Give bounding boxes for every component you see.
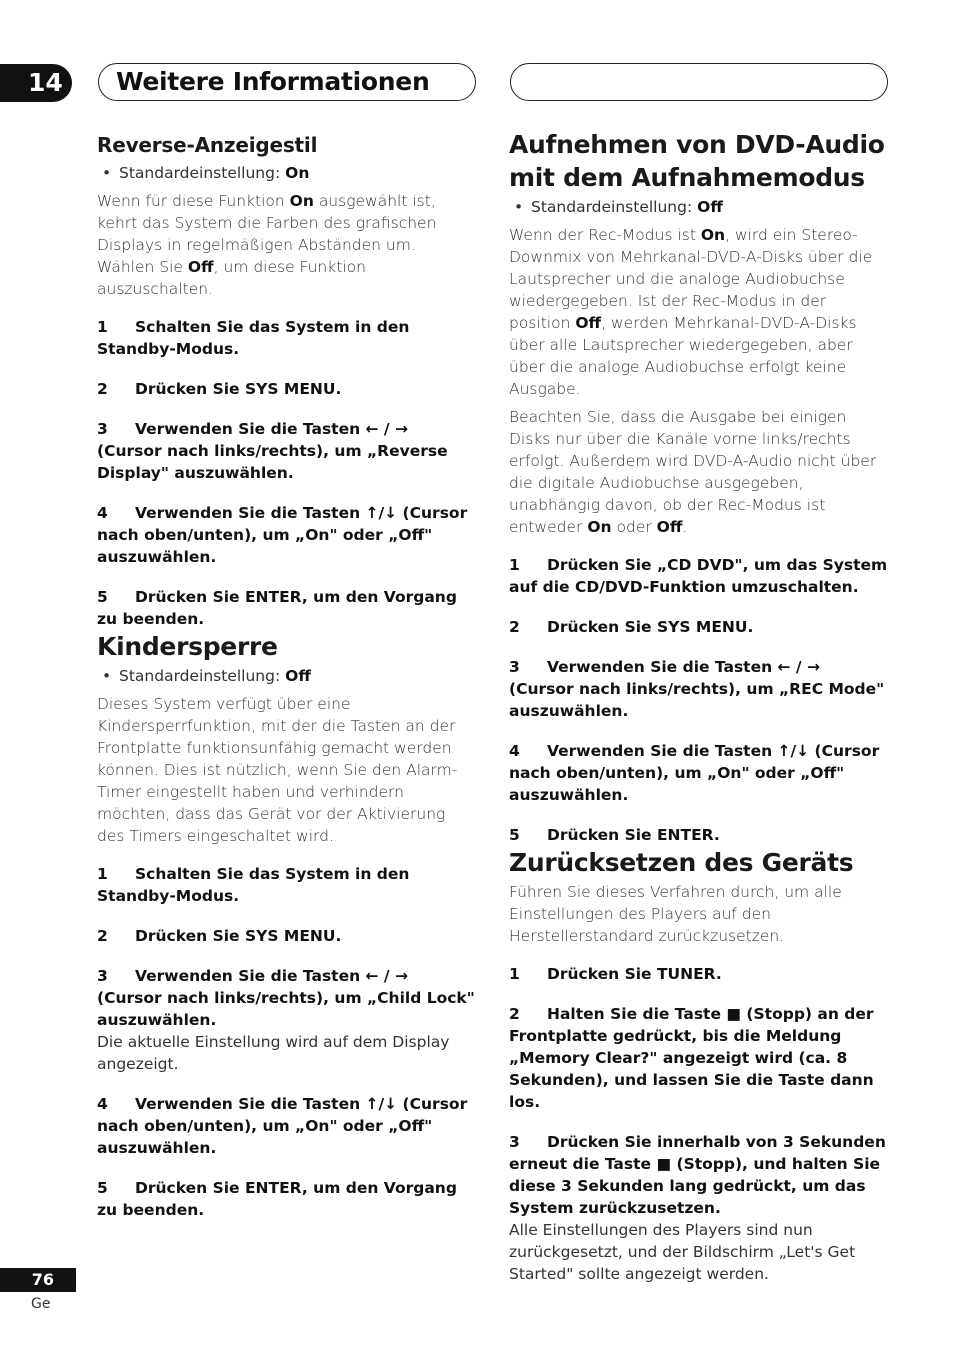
step-text: Schalten Sie das System in den Standby-Modus.	[97, 318, 410, 358]
step-number: 5	[97, 588, 108, 606]
default-value: Off	[285, 667, 311, 685]
step-number: 2	[97, 380, 108, 398]
reverse-default	[97, 162, 477, 184]
text-bold: On	[587, 518, 612, 536]
reverse-step-4	[97, 502, 477, 568]
step-number: 3	[97, 967, 108, 985]
language-code: Ge	[31, 1296, 51, 1312]
chapter-number-badge	[0, 64, 72, 102]
reverse-step-5	[97, 586, 477, 630]
header-empty-frame	[510, 63, 888, 101]
reverse-step-2	[97, 378, 477, 400]
text-run: , werden Mehrkanal-DVD-A-Disks über alle Lautsprecher wiedergegeben, aber über die analoge Audiobuchse erfolgt keine Ausgabe.	[509, 314, 857, 398]
step-text: Verwenden Sie die Tasten ← / → (Cursor nach links/rechts), um „Child Lock" auszuwählen.	[97, 967, 475, 1029]
dvd-audio-step-1	[509, 554, 889, 598]
reset-step-1	[509, 963, 889, 985]
reset-step-2	[509, 1003, 889, 1113]
text-run: Beachten Sie, dass die Ausgabe bei einigen Disks nur über die Kanäle vorne links/rechts erfolgt. Außerdem wird DVD-A-Audio nicht über die digitale Audiobuchse ausgegeben, unabhängig davon, ob der Rec-Modus ist entweder	[509, 408, 877, 536]
step-text: Drücken Sie SYS MENU.	[547, 618, 754, 636]
dvd-audio-heading: Aufnehmen von DVD-Audio mit dem Aufnahmemodus	[509, 130, 885, 192]
text-bold: Off	[187, 258, 214, 276]
text-run: Wenn für diese Funktion	[97, 192, 285, 210]
step-number: 1	[97, 865, 108, 883]
step-text: Drücken Sie innerhalb von 3 Sekunden erneut die Taste ■ (Stopp), und halten Sie diese 3 Sekunden lang gedrückt, um das System zurückzusetzen.	[509, 1133, 886, 1217]
default-value: Off	[697, 198, 723, 216]
chapter-title: Weitere Informationen	[116, 67, 430, 96]
page-number: 76	[31, 1270, 54, 1289]
step-number: 3	[509, 658, 520, 676]
reset-step-3-note: Alle Einstellungen des Players sind nun zurückgesetzt, und der Bildschirm „Let's Get Started" sollte angezeigt werden.	[509, 1221, 856, 1283]
kindersperre-description: Dieses System verfügt über eine Kindersperrfunktion, mit der die Tasten an der Frontplatte funktionsunfähig gemacht werden können. Dies ist nützlich, wenn Sie den Alarm-Timer eingestellt haben und verhindern möchten, dass das Gerät vor der Aktivierung des Timers eingeschaltet wird.	[97, 695, 458, 845]
default-label: Standardeinstellung:	[119, 667, 281, 685]
dvd-audio-step-2	[509, 616, 889, 638]
step-number: 3	[509, 1133, 520, 1151]
step-number: 2	[509, 1005, 520, 1023]
kindersperre-heading: Kindersperre	[97, 632, 278, 661]
dvd-audio-default	[509, 196, 889, 218]
step-text: Verwenden Sie die Tasten ↑/↓ (Cursor nach oben/unten), um „On" oder „Off" auszuwählen.	[509, 742, 880, 804]
kindersperre-default	[97, 665, 477, 687]
text-run: , wird ein Stereo-Downmix von Mehrkanal-DVD-A-Disks über die Lautsprecher und die analoge Audiobuchse wiedergegeben. Ist der Rec-Modus in der position	[509, 226, 873, 332]
left-column	[97, 128, 477, 1221]
text-run: oder	[616, 518, 652, 536]
dvd-audio-paragraph-1	[509, 224, 889, 400]
step-number: 2	[97, 927, 108, 945]
step-text: Drücken Sie SYS MENU.	[135, 380, 342, 398]
step-number: 1	[97, 318, 108, 336]
reverse-description	[97, 190, 477, 300]
step-text: Verwenden Sie die Tasten ↑/↓ (Cursor nach oben/unten), um „On" oder „Off" auszuwählen.	[97, 504, 468, 566]
page-number-badge	[0, 1268, 76, 1292]
text-bold: On	[700, 226, 726, 244]
reverse-step-3	[97, 418, 477, 484]
text-run: Wenn der Rec-Modus ist	[509, 226, 696, 244]
step-text: Verwenden Sie die Tasten ← / → (Cursor nach links/rechts), um „REC Mode" auszuwählen.	[509, 658, 885, 720]
step-number: 4	[97, 504, 108, 522]
step-text: Verwenden Sie die Tasten ↑/↓ (Cursor nach oben/unten), um „On" oder „Off" auszuwählen.	[97, 1095, 468, 1157]
step-number: 5	[509, 826, 520, 844]
chapter-number: 14	[28, 68, 63, 97]
step-text: Verwenden Sie die Tasten ← / → (Cursor nach links/rechts), um „Reverse Display" auszuwählen.	[97, 420, 448, 482]
step-number: 1	[509, 556, 520, 574]
reverse-step-1	[97, 316, 477, 360]
reset-step-3	[509, 1131, 889, 1219]
kindersperre-step-5	[97, 1177, 477, 1221]
step-text: Drücken Sie ENTER, um den Vorgang zu beenden.	[97, 1179, 457, 1219]
step-number: 5	[97, 1179, 108, 1197]
reset-description: Führen Sie dieses Verfahren durch, um alle Einstellungen des Players auf den Herstellerstandard zurückzusetzen.	[509, 883, 842, 945]
default-label: Standardeinstellung:	[531, 198, 693, 216]
right-column	[509, 128, 889, 1285]
text-bold: Off	[575, 314, 602, 332]
step-number: 1	[509, 965, 520, 983]
dvd-audio-step-5	[509, 824, 889, 846]
text-run: .	[682, 518, 688, 536]
dvd-audio-paragraph-2	[509, 406, 889, 538]
step-text: Drücken Sie ENTER, um den Vorgang zu beenden.	[97, 588, 457, 628]
default-value: On	[285, 164, 310, 182]
step-text: Schalten Sie das System in den Standby-Modus.	[97, 865, 410, 905]
default-label: Standardeinstellung:	[119, 164, 281, 182]
text-bold: Off	[656, 518, 683, 536]
step-number: 3	[97, 420, 108, 438]
kindersperre-step-4	[97, 1093, 477, 1159]
step-number: 4	[97, 1095, 108, 1113]
kindersperre-step-3-note: Die aktuelle Einstellung wird auf dem Display angezeigt.	[97, 1033, 450, 1073]
reverse-heading: Reverse-Anzeigestil	[97, 133, 318, 157]
dvd-audio-step-3	[509, 656, 889, 722]
step-number: 2	[509, 618, 520, 636]
kindersperre-step-2	[97, 925, 477, 947]
kindersperre-step-3	[97, 965, 477, 1031]
step-text: Drücken Sie „CD DVD", um das System auf die CD/DVD-Funktion umzuschalten.	[509, 556, 888, 596]
step-text: Drücken Sie ENTER.	[547, 826, 720, 844]
step-number: 4	[509, 742, 520, 760]
step-text: Halten Sie die Taste ■ (Stopp) an der Frontplatte gedrückt, bis die Meldung „Memory Clear?" angezeigt wird (ca. 8 Sekunden), und lassen Sie die Taste dann los.	[509, 1005, 874, 1111]
text-run: , um diese Funktion auszuschalten.	[97, 258, 366, 298]
kindersperre-step-1	[97, 863, 477, 907]
step-text: Drücken Sie TUNER.	[547, 965, 722, 983]
dvd-audio-step-4	[509, 740, 889, 806]
reset-heading: Zurücksetzen des Geräts	[509, 848, 854, 877]
text-bold: On	[289, 192, 314, 210]
step-text: Drücken Sie SYS MENU.	[135, 927, 342, 945]
text-run: ausgewählt ist, kehrt das System die Farben des grafischen Displays in regelmäßigen Abständen um. Wählen Sie	[97, 192, 437, 276]
